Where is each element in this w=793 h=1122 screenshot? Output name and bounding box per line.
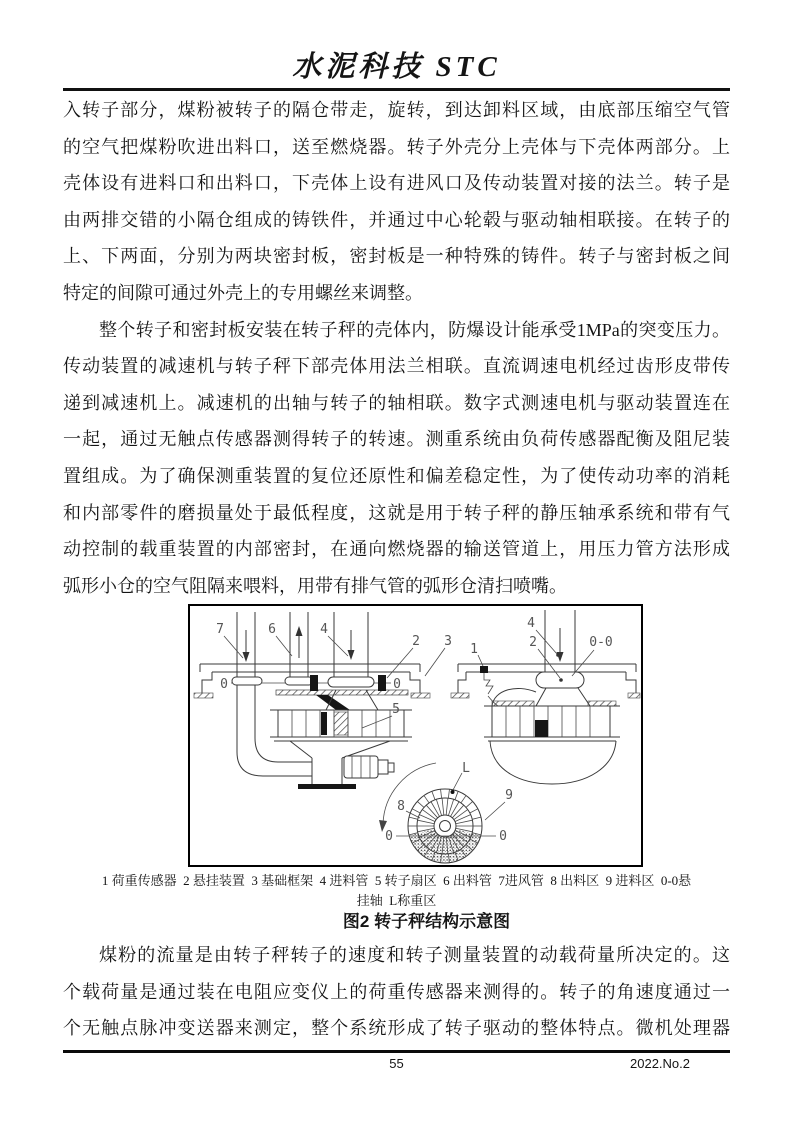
figure-label-0-0: 0-0 [589, 635, 613, 650]
section-mark-0: 0 [499, 829, 507, 844]
body-text-block-1 [63, 92, 730, 604]
ground-hatch [194, 693, 213, 698]
issue-label: 2022.No.2 [630, 1056, 690, 1071]
vessel-bowl [490, 741, 616, 784]
text-line: 上、下两面，分别为两块密封板，密封板是一种特殊的铸件。转子与密封板之间 [63, 246, 730, 267]
flow-arrow-up [296, 626, 303, 658]
header-rule [63, 88, 730, 91]
figure-caption: 图2 转子秤结构示意图 [342, 912, 511, 931]
flow-arrow-down [243, 630, 250, 662]
text-line: 煤粉的流量是由转子秤转子的速度和转子测量装置的动载荷量所决定的。这 [99, 945, 730, 965]
text-line: 递到减速机上。减速机的出轴与转子的轴相联。数字式测速电机与驱动装置连在 [63, 392, 730, 413]
rotor-band-right [492, 706, 610, 737]
flow-arrow-down [557, 628, 564, 662]
text-line: 由两排交错的小隔仓组成的铸铁件，并通过中心轮毂与驱动轴相联接。在转子的 [63, 209, 730, 230]
right-section-view [451, 610, 640, 784]
figure-legend-line-2: 挂轴 L称重区 [356, 893, 437, 908]
text-line: 整个转子和密封板安装在转子秤的壳体内，防爆设计能承受1MPa的突变压力。 [99, 319, 730, 340]
section-mark-0: 0 [385, 829, 393, 844]
ground-hatch [411, 693, 430, 698]
text-line: 的空气把煤粉吹进出料口，送至燃烧器。转子外壳分上壳体与下壳体两部分。上 [63, 136, 730, 157]
text-line: 一起，通过无触点传感器测得转子的转速。测重系统由负荷传感器配衡及阻尼装 [63, 429, 730, 450]
text-line: 和内部零件的磨损量处于最低程度，这就是用于转子秤的静压轴承系统和带有气 [63, 502, 730, 523]
journal-title: 水泥科技 STC [292, 51, 501, 83]
text-line: 传动装置的减速机与转子秤下部壳体用法兰相联。直流调速电机经过齿形皮带传 [63, 356, 730, 377]
figure-label-4: 4 [527, 616, 535, 631]
flow-arrow-down [348, 630, 355, 660]
page-number: 55 [389, 1056, 404, 1071]
figure-label-3: 3 [444, 634, 452, 649]
figure-label-6: 6 [268, 622, 276, 637]
text-line: 置组成。为了确保测重装置的复位还原性和偏差稳定性，为了使传动功率的消耗 [63, 465, 730, 486]
figure-box [188, 604, 643, 867]
text-line: 动控制的载重装置的内部密封，在通向燃烧器的输送管道上，用压力管方法形成 [63, 539, 730, 560]
text-line: 壳体设有进料口和出料口，下壳体上设有进风口及传动装置对接的法兰。转子是 [63, 173, 730, 194]
figure-label-4: 4 [320, 622, 328, 637]
left-section-view [194, 612, 452, 789]
chute [316, 695, 350, 710]
text-line: 个无触点脉冲变送器来测定，整个系统形成了转子驱动的整体特点。微机处理器 [63, 1018, 730, 1039]
figure-legend-line-1: 1 荷重传感器 2 悬挂装置 3 基础框架 4 进料管 5 转子扇区 6 出料管 7进风管 8 出料区 9 进料区 0-0悬 [101, 873, 692, 888]
base-plate [298, 784, 356, 789]
figure-label-2: 2 [529, 635, 537, 650]
figure-label-5: 5 [392, 702, 400, 717]
suspension-block [310, 675, 318, 691]
figure-label-1: 1 [470, 642, 478, 657]
figure-label-L: L [462, 761, 470, 776]
figure-label-7: 7 [216, 622, 224, 637]
figure-label-2: 2 [412, 634, 420, 649]
text-line: 个载荷量是通过装在电阻应变仪上的荷重传感器来测得的。转子的角速度通过一 [63, 981, 730, 1002]
text-line: 弧形小仓的空气阻隔来喂料，用带有排气管的弧形仓清扫喷嘴。 [63, 575, 567, 596]
suspension-bracket [480, 666, 488, 673]
suspension-block [378, 675, 386, 691]
figure-label-8: 8 [397, 799, 405, 814]
figure-label-9: 9 [505, 788, 513, 803]
drive-motor [344, 756, 394, 778]
body-text-block-2 [63, 937, 730, 1047]
text-line: 入转子部分，煤粉被转子的隔仓带走，旋转，到达卸料区域，由底部压缩空气管 [63, 100, 730, 120]
rotor-scale-diagram [190, 606, 641, 865]
section-mark-0: 0 [220, 677, 228, 692]
section-mark-0: 0 [393, 677, 401, 692]
rotor-plan-view [379, 761, 513, 863]
footer-rule [63, 1050, 730, 1053]
text-line: 特定的间隙可通过外壳上的专用螺丝来调整。 [63, 282, 423, 303]
